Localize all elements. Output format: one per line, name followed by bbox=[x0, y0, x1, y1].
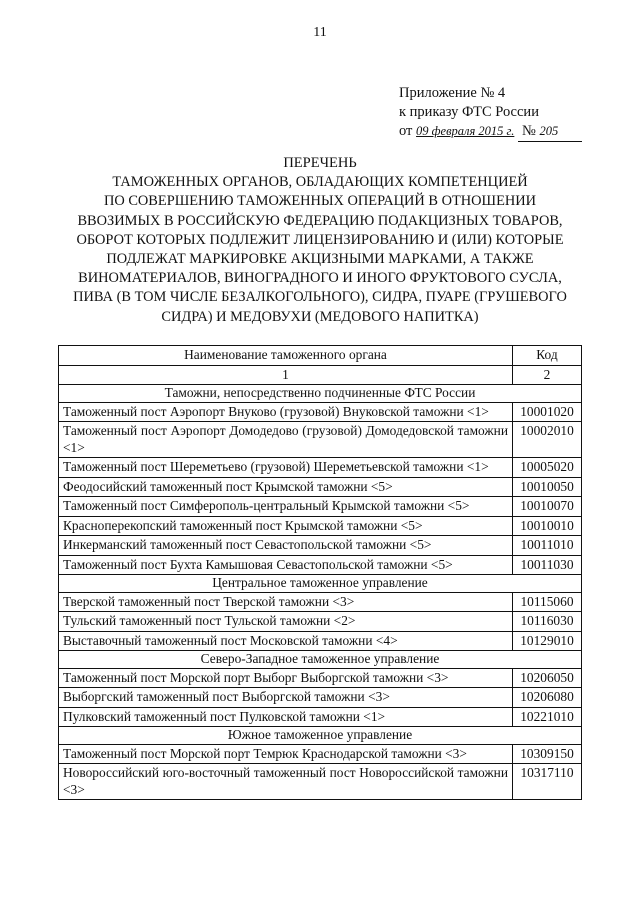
customs-post-name: Инкерманский таможенный пост Севастопольской таможни <5> bbox=[59, 536, 513, 556]
colnum-2: 2 bbox=[513, 365, 582, 385]
customs-post-code: 10206050 bbox=[513, 668, 582, 688]
customs-table bbox=[58, 345, 582, 800]
customs-post-name: Красноперекопский таможенный пост Крымской таможни <5> bbox=[59, 516, 513, 536]
customs-post-name: Выставочный таможенный пост Московской таможни <4> bbox=[59, 631, 513, 651]
document-title bbox=[0, 154, 640, 327]
title-line: ПИВА (В ТОМ ЧИСЛЕ БЕЗАЛКОГОЛЬНОГО), СИДРА, ПУАРЕ (ГРУШЕВОГО bbox=[73, 289, 567, 306]
customs-post-code: 10001020 bbox=[513, 402, 582, 422]
annex-block bbox=[399, 84, 582, 142]
title-line: ВИНОМАТЕРИАЛОВ, ВИНОГРАДНОГО И ИНОГО ФРУКТОВОГО СУСЛА, bbox=[78, 270, 562, 287]
customs-post-code: 10002010 bbox=[513, 422, 582, 458]
section-row bbox=[59, 575, 582, 593]
annex-from-label: от bbox=[399, 123, 413, 139]
customs-post-name: Таможенный пост Морской порт Выборг Выборгской таможни <3> bbox=[59, 668, 513, 688]
customs-post-code: 10309150 bbox=[513, 744, 582, 764]
customs-post-code: 10317110 bbox=[513, 764, 582, 800]
table-row bbox=[59, 612, 582, 632]
customs-post-code: 10005020 bbox=[513, 458, 582, 478]
title-line: ТАМОЖЕННЫХ ОРГАНОВ, ОБЛАДАЮЩИХ КОМПЕТЕНЦИЕЙ bbox=[112, 174, 528, 191]
customs-post-name: Таможенный пост Аэропорт Внуково (грузовой) Внуковской таможни <1> bbox=[59, 402, 513, 422]
title-line: СИДРА) И МЕДОВУХИ (МЕДОВОГО НАПИТКА) bbox=[161, 308, 479, 325]
section-title: Северо-Западное таможенное управление bbox=[59, 651, 582, 669]
table-row bbox=[59, 707, 582, 727]
customs-post-name: Таможенный пост Аэропорт Домодедово (грузовой) Домодедовской таможни <1> bbox=[59, 422, 513, 458]
annex-line-2: к приказу ФТС России bbox=[399, 104, 539, 120]
annex-number-field bbox=[518, 122, 582, 142]
customs-post-code: 10010050 bbox=[513, 477, 582, 497]
customs-post-code: 10010070 bbox=[513, 497, 582, 517]
table-row bbox=[59, 668, 582, 688]
table-row bbox=[59, 402, 582, 422]
table-row bbox=[59, 688, 582, 708]
annex-date: 09 февраля 2015 г. bbox=[416, 124, 515, 138]
customs-post-code: 10116030 bbox=[513, 612, 582, 632]
table-row bbox=[59, 764, 582, 800]
table-row bbox=[59, 555, 582, 575]
table-row bbox=[59, 516, 582, 536]
annex-line-1: Приложение № 4 bbox=[399, 85, 506, 101]
annex-number: 205 bbox=[539, 124, 559, 138]
title-line: ОБОРОТ КОТОРЫХ ПОДЛЕЖИТ ЛИЦЕНЗИРОВАНИЮ И (ИЛИ) КОТОРЫЕ bbox=[76, 231, 564, 248]
customs-post-name: Тверской таможенный пост Тверской таможни <3> bbox=[59, 592, 513, 612]
table-row bbox=[59, 744, 582, 764]
table-row bbox=[59, 422, 582, 458]
section-row bbox=[59, 727, 582, 745]
title-line: ПОДЛЕЖАТ МАРКИРОВКЕ АКЦИЗНЫМИ МАРКАМИ, А ТАКЖЕ bbox=[106, 251, 534, 268]
customs-post-code: 10010010 bbox=[513, 516, 582, 536]
customs-post-code: 10011010 bbox=[513, 536, 582, 556]
title-line: ПЕРЕЧЕНЬ bbox=[283, 155, 357, 171]
customs-post-code: 10011030 bbox=[513, 555, 582, 575]
customs-post-name: Выборгский таможенный пост Выборгской таможни <3> bbox=[59, 688, 513, 708]
customs-post-code: 10115060 bbox=[513, 592, 582, 612]
customs-post-name: Таможенный пост Морской порт Темрюк Краснодарской таможни <3> bbox=[59, 744, 513, 764]
annex-date-line bbox=[399, 122, 582, 142]
header-name: Наименование таможенного органа bbox=[59, 346, 513, 366]
section-row bbox=[59, 651, 582, 669]
table-row bbox=[59, 477, 582, 497]
column-number-row bbox=[59, 365, 582, 385]
table-row bbox=[59, 458, 582, 478]
section-title: Южное таможенное управление bbox=[59, 727, 582, 745]
customs-post-code: 10206080 bbox=[513, 688, 582, 708]
customs-post-name: Пулковский таможенный пост Пулковской таможни <1> bbox=[59, 707, 513, 727]
section-title: Центральное таможенное управление bbox=[59, 575, 582, 593]
page-number: 11 bbox=[313, 25, 327, 40]
title-line: ПО СОВЕРШЕНИЮ ТАМОЖЕННЫХ ОПЕРАЦИЙ В ОТНОШЕНИИ bbox=[103, 193, 537, 210]
customs-post-name: Таможенный пост Шереметьево (грузовой) Шереметьевской таможни <1> bbox=[59, 458, 513, 478]
table-row bbox=[59, 497, 582, 517]
customs-post-name: Тульский таможенный пост Тульской таможни <2> bbox=[59, 612, 513, 632]
customs-post-name: Феодосийский таможенный пост Крымской таможни <5> bbox=[59, 477, 513, 497]
colnum-1: 1 bbox=[59, 365, 513, 385]
header-code: Код bbox=[513, 346, 582, 366]
title-line: ВВОЗИМЫХ В РОССИЙСКУЮ ФЕДЕРАЦИЮ ПОДАКЦИЗНЫХ ТОВАРОВ, bbox=[77, 212, 563, 229]
customs-post-name: Новороссийский юго-восточный таможенный пост Новороссийской таможни <3> bbox=[59, 764, 513, 800]
section-title: Таможни, непосредственно подчиненные ФТС России bbox=[59, 385, 582, 403]
section-row bbox=[59, 385, 582, 403]
customs-post-code: 10221010 bbox=[513, 707, 582, 727]
table-row bbox=[59, 631, 582, 651]
customs-post-name: Таможенный пост Симферополь-центральный Крымской таможни <5> bbox=[59, 497, 513, 517]
annex-number-label: № bbox=[521, 123, 536, 139]
table-row bbox=[59, 536, 582, 556]
table-header-row bbox=[59, 346, 582, 366]
customs-post-code: 10129010 bbox=[513, 631, 582, 651]
customs-post-name: Таможенный пост Бухта Камышовая Севастопольской таможни <5> bbox=[59, 555, 513, 575]
table-row bbox=[59, 592, 582, 612]
